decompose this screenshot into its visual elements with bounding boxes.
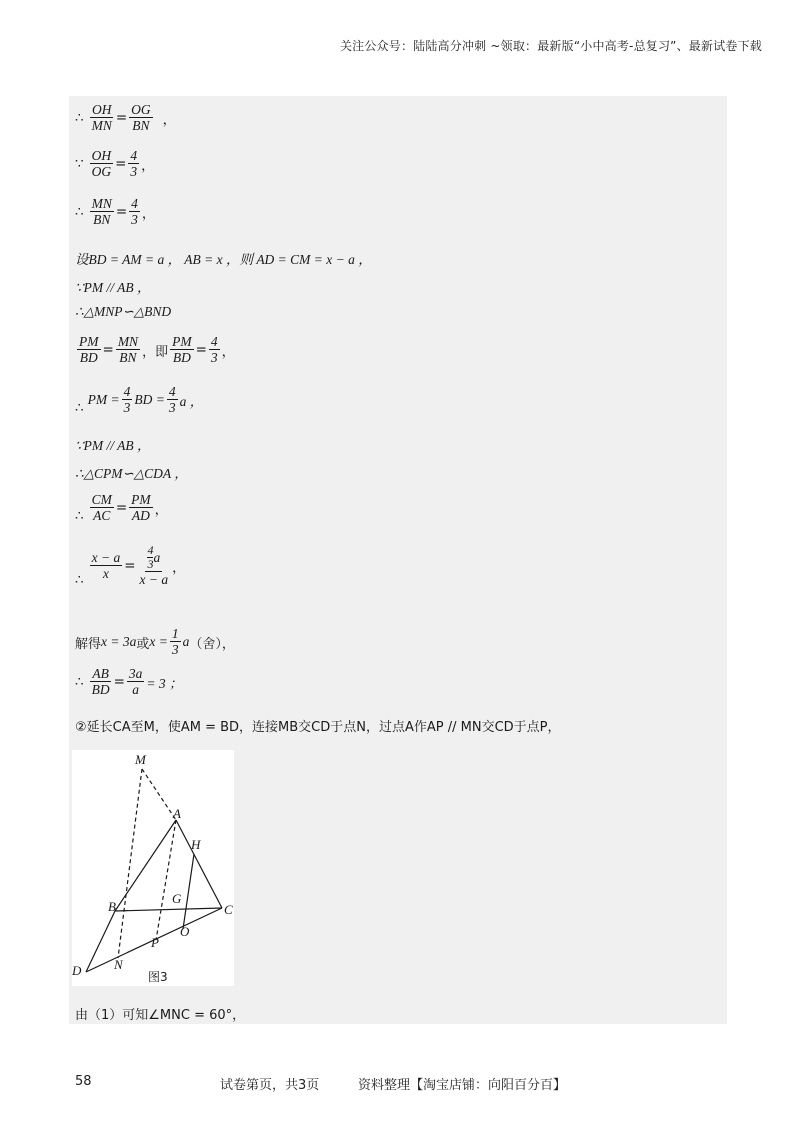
footer-page-info: 试卷第页，共3页 <box>220 1078 320 1093</box>
fraction: $\frac{OH}{MN}$ <box>91 102 112 133</box>
label-G: G <box>172 891 182 906</box>
page-header: 关注公众号：陆陆高分冲刺 ~领取：最新版“小中高考-总复习”、最新试卷下载 <box>339 39 762 53</box>
segment-AB <box>115 820 176 911</box>
label-D: D <box>72 963 82 978</box>
figure-svg <box>72 750 234 986</box>
label-H: H <box>191 837 201 852</box>
eq-line-13: 解得 x = 3a 或 x = $\frac{1}{3}$ a （舍）， <box>75 626 235 657</box>
segment-HO <box>183 854 194 929</box>
segment-MA <box>142 769 176 820</box>
eq-line-3: ∴ $\frac{MN}{BN}$ = $\frac{4}{3}$ ， <box>75 196 156 227</box>
label-A: A <box>173 806 181 821</box>
eq-line-16: 由（1）可知∠MNC = 60°， <box>75 1008 246 1023</box>
eq-line-12: ∴ $\frac{x - a}{x}$ = 4 3 a x − a ， <box>75 543 186 588</box>
footer-source: 资料整理【淘宝店铺：向阳百分百】 <box>358 1078 567 1093</box>
figure-caption: 图3 <box>148 970 168 984</box>
segment-AC <box>176 820 222 908</box>
label-C: C <box>224 902 233 917</box>
label-P: P <box>151 935 159 950</box>
eq-line-4: 设BD = AM = a ， AB = x ，则 AD = CM = x − a ， <box>75 252 372 267</box>
eq-line-6: ∴△MNP∽△BND <box>75 304 172 319</box>
eq-line-8: ∴ PM = $\frac{4}{3}$ BD = $\frac{4}{3}$ a ， <box>75 384 204 416</box>
segment-MN <box>118 769 142 958</box>
segment-AP <box>156 820 176 940</box>
eq-line-14: ∴ $\frac{AB}{BD}$ = $\frac{3a}{a}$ = 3 ； <box>75 666 183 697</box>
geometry-figure <box>72 750 234 986</box>
eq-line-9: ∵PM // AB ， <box>75 438 151 453</box>
eq-line-11: ∴ $\frac{CM}{AC}$ = $\frac{PM}{AD}$ ， <box>75 492 169 524</box>
page-number: 58 <box>75 1074 92 1089</box>
label-B: B <box>108 899 116 914</box>
eq-line-10: ∴△CPM∽△CDA ， <box>75 466 188 481</box>
label-M: M <box>135 752 146 767</box>
eq-line-2: ∵ $\frac{OH}{OG}$ = $\frac{4}{3}$ ， <box>75 148 155 179</box>
eq-line-7: $\frac{PM}{BD}$ = $\frac{MN}{BN}$ ，即 $\frac{PM}{BD}$ = $\frac{4}{3}$ ， <box>79 334 236 365</box>
eq-line-1: ∴ $\frac{OH}{MN}$ = $\frac{OG}{BN}$ ， <box>75 102 177 133</box>
segment-BD <box>86 911 115 972</box>
label-O: O <box>180 924 190 939</box>
segment-BC <box>115 908 222 911</box>
eq-line-15: ②延长CA至M，使AM = BD，连接MB交CD于点N，过点A作AP // MN交CD于点P， <box>75 720 561 735</box>
label-N: N <box>114 957 123 972</box>
eq-line-5: ∵PM // AB ， <box>75 280 151 295</box>
fraction: $\frac{OG}{BN}$ <box>131 102 151 133</box>
